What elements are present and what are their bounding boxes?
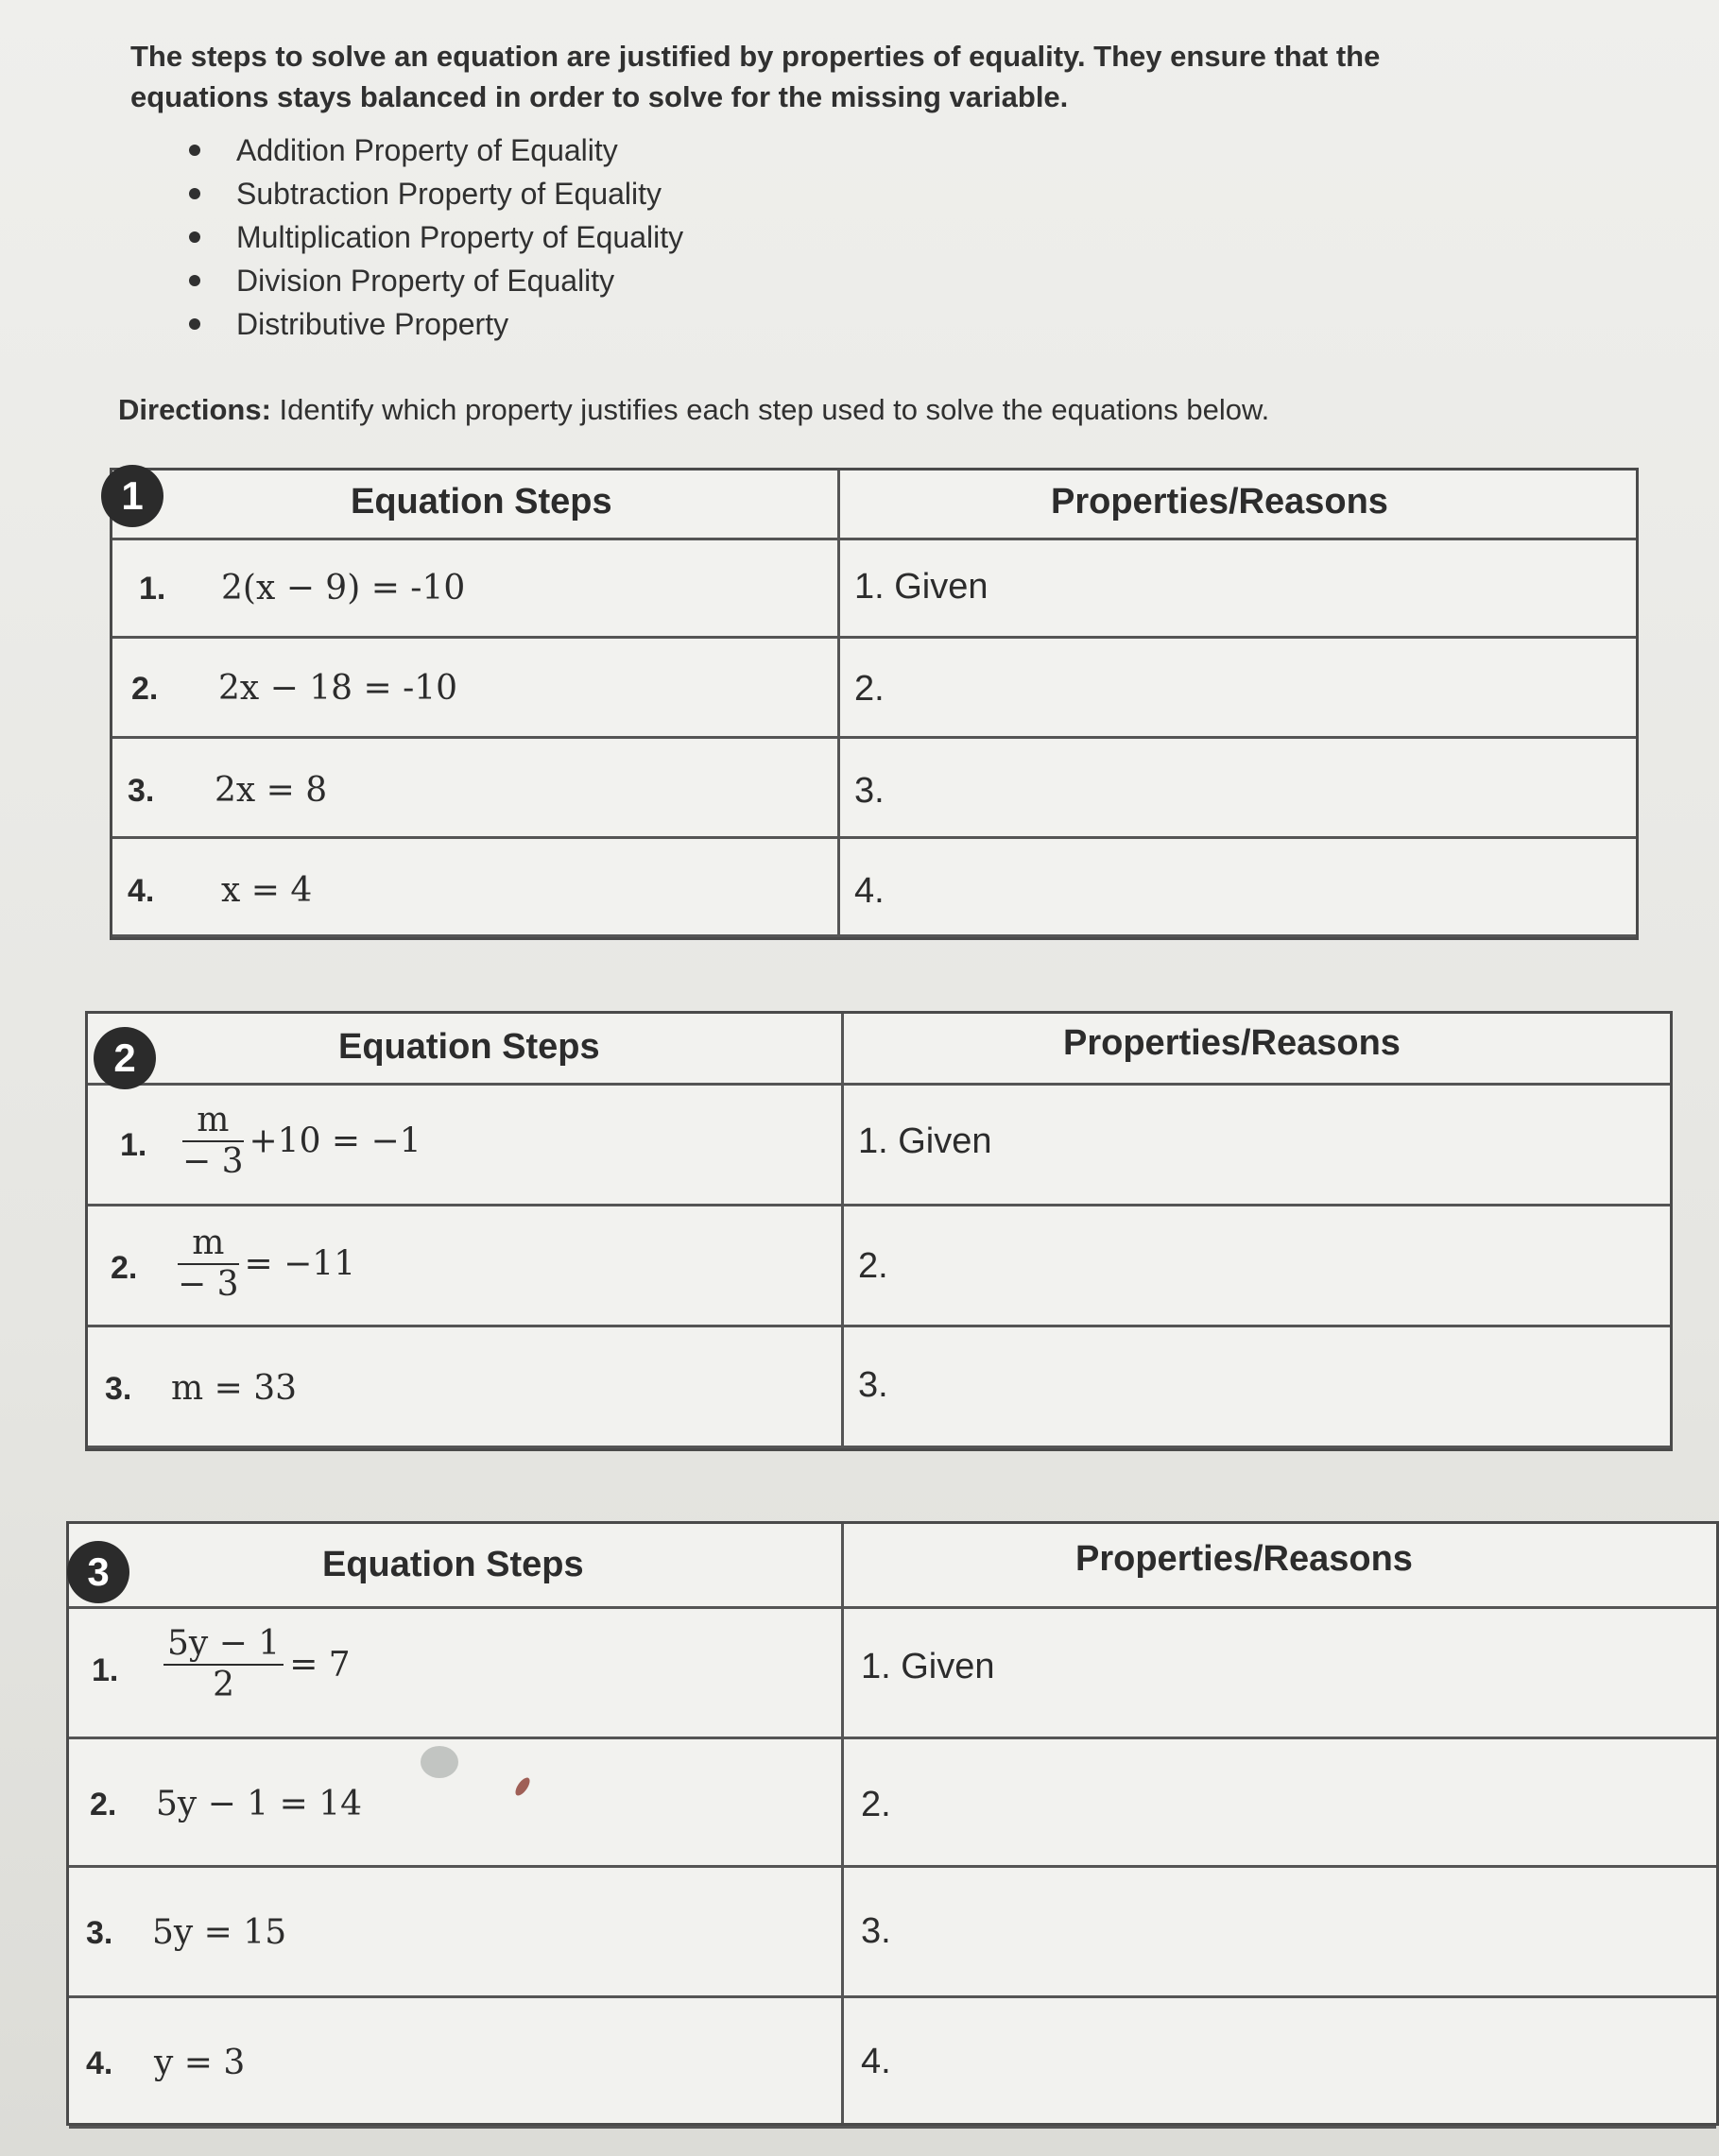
step-number: 2. — [131, 671, 159, 707]
step-number: 3. — [105, 1371, 132, 1407]
header-equation-steps: Equation Steps — [322, 1545, 584, 1584]
table-row — [88, 1206, 1670, 1327]
list-item: Division Property of Equality — [180, 259, 683, 302]
step-number: 1. — [120, 1127, 147, 1163]
header-equation-steps: Equation Steps — [338, 1027, 600, 1067]
equation — [182, 1101, 421, 1182]
intro-paragraph: The steps to solve an equation are justified by properties of equality. They ensure that the equations stays balanced in order to solve for the missing variable. — [130, 40, 1381, 113]
step-number: 2. — [111, 1250, 138, 1286]
reason-cell[interactable]: 2. — [854, 669, 885, 709]
header-properties-reasons: Properties/Reasons — [1051, 482, 1388, 522]
equation — [163, 1624, 351, 1705]
equation: 5y − 1 = 14 — [156, 1785, 363, 1823]
equation: 2(x − 9) = -10 — [221, 569, 466, 607]
table-header-row — [69, 1524, 1716, 1609]
equation-rest: = 7 — [289, 1645, 351, 1685]
step-number: 3. — [86, 1915, 113, 1951]
header-equation-steps: Equation Steps — [351, 482, 612, 522]
list-item: Multiplication Property of Equality — [180, 215, 683, 259]
table-row — [112, 639, 1636, 739]
denominator: − 3 — [178, 1265, 239, 1304]
equation: 2x = 8 — [215, 771, 328, 810]
list-item: Distributive Property — [180, 302, 683, 346]
table-header-row — [88, 1014, 1670, 1086]
table-header-row — [112, 471, 1636, 540]
reason-cell[interactable]: 4. — [861, 2042, 891, 2081]
table-row — [112, 739, 1636, 839]
equation: y = 3 — [154, 2044, 246, 2082]
table-row — [88, 1327, 1670, 1448]
table-row — [69, 1739, 1716, 1868]
table-row — [88, 1086, 1670, 1206]
fraction — [163, 1624, 284, 1705]
reason-cell[interactable]: 1. Given — [854, 567, 988, 607]
table-row — [69, 1609, 1716, 1739]
equation-table-1 — [110, 468, 1639, 940]
step-number: 3. — [128, 773, 155, 809]
table-row — [69, 1868, 1716, 1998]
table-row — [112, 540, 1636, 639]
problem-number-badge: 3 — [67, 1541, 129, 1603]
equation: 5y = 15 — [152, 1913, 287, 1952]
step-number: 1. — [139, 571, 166, 607]
table-row — [69, 1998, 1716, 2129]
reason-cell[interactable]: 3. — [858, 1365, 888, 1405]
equation — [178, 1223, 355, 1305]
equation: m = 33 — [171, 1369, 297, 1408]
directions-label: Directions: — [118, 393, 271, 426]
equation-table-3 — [66, 1521, 1719, 2126]
reason-cell[interactable]: 1. Given — [858, 1121, 992, 1161]
equation: x = 4 — [221, 871, 313, 910]
reason-cell[interactable]: 4. — [854, 871, 885, 911]
equation-rest: = −11 — [244, 1244, 356, 1284]
table-row — [112, 839, 1636, 937]
step-number: 2. — [90, 1787, 117, 1822]
reason-cell[interactable]: 2. — [861, 1785, 891, 1824]
reason-cell[interactable]: 1. Given — [861, 1647, 995, 1686]
list-item: Addition Property of Equality — [180, 128, 683, 172]
denominator: − 3 — [182, 1142, 244, 1181]
problem-number-badge: 1 — [101, 465, 163, 527]
list-item: Subtraction Property of Equality — [180, 172, 683, 215]
reason-cell[interactable]: 2. — [858, 1246, 888, 1286]
fraction — [178, 1223, 239, 1305]
directions-text: Identify which property justifies each step used to solve the equations below. — [279, 393, 1270, 426]
problem-number-badge: 2 — [94, 1027, 156, 1089]
property-list — [180, 128, 683, 346]
directions — [118, 389, 1269, 431]
equation-rest: +10 = −1 — [249, 1121, 421, 1161]
fraction — [182, 1101, 244, 1182]
denominator: 2 — [213, 1666, 235, 1704]
step-number: 4. — [128, 873, 155, 909]
paper-smudge — [421, 1746, 458, 1778]
reason-cell[interactable]: 3. — [854, 771, 885, 811]
equation: 2x − 18 = -10 — [218, 669, 458, 708]
header-properties-reasons: Properties/Reasons — [1075, 1539, 1413, 1579]
numerator: 5y − 1 — [163, 1624, 284, 1666]
numerator: m — [182, 1101, 244, 1142]
equation-table-2 — [85, 1011, 1673, 1451]
step-number: 1. — [92, 1652, 119, 1688]
header-properties-reasons: Properties/Reasons — [1063, 1023, 1401, 1063]
reason-cell[interactable]: 3. — [861, 1911, 891, 1951]
step-number: 4. — [86, 2045, 113, 2081]
numerator: m — [178, 1223, 239, 1265]
